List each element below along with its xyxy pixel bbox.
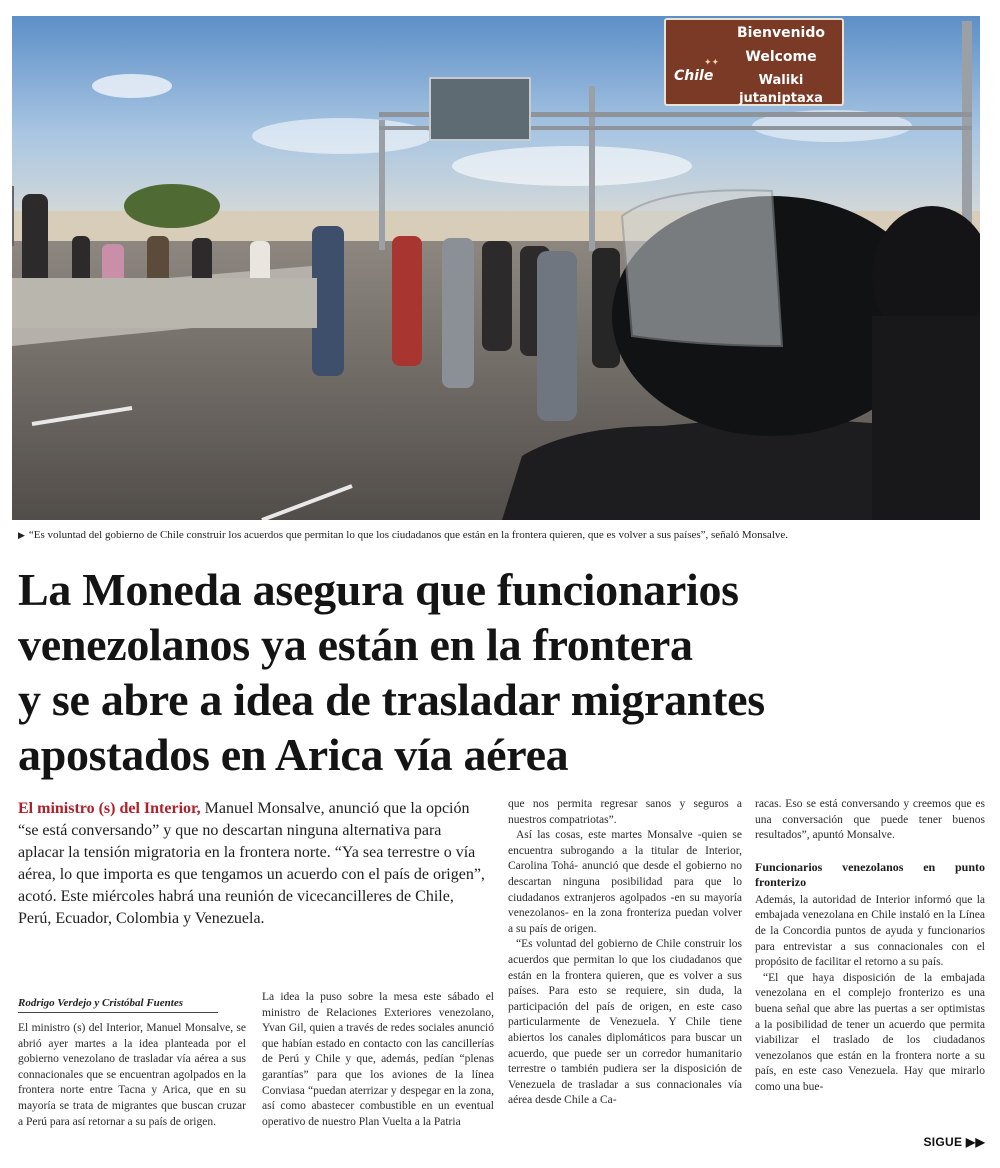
concrete-barrier — [12, 278, 317, 328]
star-icon: ✦✦ — [704, 58, 720, 68]
body-paragraph: que nos permita regresar sanos y seguros a nuestros compatriotas”. — [508, 798, 742, 826]
headline-line-3: y se abre a idea de trasladar migrantes — [18, 674, 765, 725]
gantry-post — [379, 120, 385, 250]
continue-marker: SIGUE ▶▶ — [923, 1135, 985, 1149]
body-paragraph: Además, la autoridad de Interior informó que la embajada venezolana en Chile instaló en la Línea de la Concordia puntos de ayuda y funcionarios para entrevistar a sus connacionales con el propósito de facilitar el retorno a su país. — [755, 893, 985, 969]
welcome-road-sign — [664, 18, 844, 106]
headline-line-4: apostados en Arica vía aérea — [18, 729, 569, 780]
body-column-1 — [18, 1021, 246, 1130]
sign-line-2: Welcome — [745, 49, 817, 65]
body-paragraph: La idea la puso sobre la mesa este sábado el ministro de Relaciones Exteriores venezolano, Yvan Gil, quien a través de redes sociales anunció que habían estado en contacto con las cancillerías de Perú y Chile y que, además, pedían “plenas garantías” para que los aviones de la línea Conviasa “puedan aterrizar y despegar en la zona, así como abastecer combustible en un eventual operativo de nuestro Plan Vuelta a la Patria — [262, 991, 494, 1128]
body-column-3 — [508, 797, 742, 1109]
headline-line-1: La Moneda asegura que funcionarios — [18, 564, 739, 615]
byline: Rodrigo Verdejo y Cristóbal Fuentes — [18, 997, 218, 1013]
headline-line-2: venezolanos ya están en la frontera — [18, 619, 693, 670]
body-column-4 — [755, 797, 985, 1096]
photo-caption — [18, 528, 978, 542]
section-subhead: Funcionarios venezolanos en punto fronterizo — [755, 859, 985, 889]
lede-paragraph — [18, 798, 490, 930]
lede-kicker: El ministro (s) del Interior, — [18, 800, 201, 817]
sign-line-1: Bienvenido — [737, 25, 825, 41]
caption-marker-icon: ▶ — [18, 530, 25, 540]
headline — [18, 562, 983, 782]
sign-line-3: Waliki jutaniptaxa — [739, 73, 823, 106]
news-photo — [12, 16, 980, 520]
chile-logo: Chile — [674, 68, 714, 84]
body-paragraph: racas. Eso se está conversando y creemos que es una conversación que puede tener buenos resultados”, apuntó Monsalve. — [755, 798, 985, 842]
body-column-2 — [262, 990, 494, 1130]
body-paragraph: “El que haya disposición de la embajada venezolana en el complejo fronterizo es una buena señal que abre las puertas a ser optimistas a la posibilidad de tener un acuerdo que permita viabilizar el traslado de los ciudadanos venezolanos que están en la frontera norte a su país, en este caso Venezuela. Hay que mirarlo como una bue- — [755, 971, 985, 1093]
lede-text: Manuel Monsalve, anunció que la opción “se está conversando” y que no descartan ninguna alternativa para aplacar la tensión migratoria en la frontera norte. “Ya sea terrestre o vía aérea, lo que importa es que tengamos un acuerdo con el país de origen”, acotó. Este miércoles habrá una reunión de vicecancilleres de Chile, Perú, Ecuador, Colombia y Venezuela. — [18, 800, 485, 927]
body-paragraph: Así las cosas, este martes Monsalve -quien se encuentra subrogando a la titular de Interior, Carolina Tohá- anunció que desde el gobierno no descartan ninguna posibilidad para que lo ciudadanos extranjeros agolpados -en su mayoría venezolanos- en la zona fronteriza puedan volver a su país de origen. — [508, 829, 742, 935]
caption-text: “Es voluntad del gobierno de Chile construir los acuerdos que permitan lo que los ciudadanos que están en la frontera quieren, que es volver a sus países”, señaló Monsalve. — [28, 529, 789, 541]
body-paragraph: El ministro (s) del Interior, Manuel Monsalve, se abrió ayer martes a la idea planteada por el gobierno venezolano de trasladar vía aérea a sus connacionales que se encuentran agolpados en la frontera norte entre Tacna y Arica, que en su mayoría se trata de migrantes que buscan cruzar a Perú para así retornar a su país de origen. — [18, 1022, 246, 1128]
tree — [124, 184, 220, 228]
body-paragraph: “Es voluntad del gobierno de Chile construir los acuerdos que permitan lo que los ciudadanos que están en la frontera quieren, que es volver a sus países. Para esto se requiere, sin duda, la participación del país de origen, en este caso particularmente de Venezuela. Y Chile tiene abiertos los canales diplomáticos para buscar un acuerdo, que puede ser un corredor humanitario terrestre o también pudiera ser la disposición de Venezuela de trasladar a sus connacionales vía aérea desde Chile a Ca- — [508, 938, 742, 1107]
overhead-panel — [430, 78, 530, 140]
